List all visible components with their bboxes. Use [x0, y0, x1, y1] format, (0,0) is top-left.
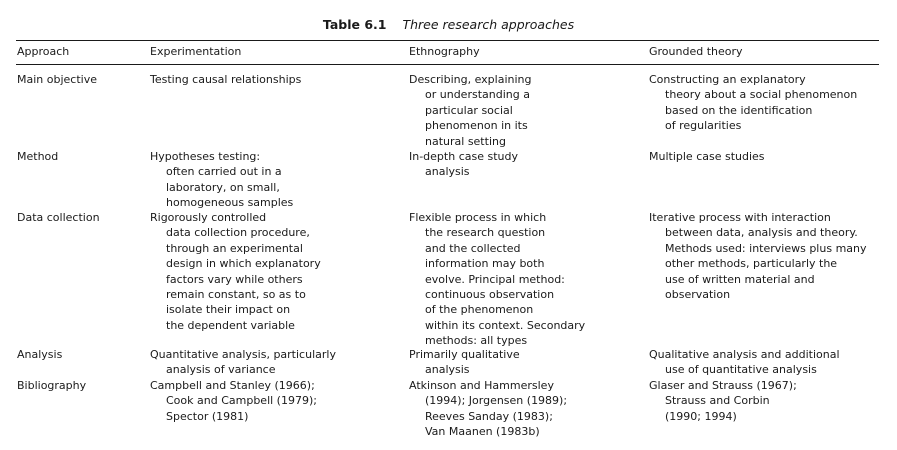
cell-line: Spector (1981): [166, 409, 249, 423]
cell-line: (1994); Jorgensen (1989);: [425, 394, 568, 408]
cell-line: analysis: [425, 165, 470, 179]
cell-line: observation: [665, 288, 731, 302]
cell-line: particular social: [425, 103, 513, 117]
cell-line: remain constant, so as to: [166, 288, 306, 302]
cell-line: often carried out in a: [166, 165, 282, 179]
cell-line: and the collected: [425, 241, 521, 255]
top-rule: [16, 40, 879, 41]
cell-line: analysis: [425, 363, 470, 377]
cell-ethnography: [409, 378, 567, 440]
cell-line: Reeves Sanday (1983);: [425, 409, 553, 423]
row-label: [17, 210, 100, 225]
header-experimentation: Experimentation: [150, 45, 242, 58]
cell-experimentation: [150, 378, 317, 424]
cell-line: Primarily qualitative: [409, 348, 520, 361]
cell-line: information may both: [425, 257, 545, 271]
cell-line: continuous observation: [425, 288, 555, 302]
cell-line: Testing causal relationships: [150, 73, 302, 86]
row-label-text: Analysis: [17, 348, 63, 361]
cell-line: methods: all types: [425, 334, 528, 348]
row-label: [17, 149, 58, 164]
cell-line: phenomenon in its: [425, 119, 528, 133]
cell-line: through an experimental: [166, 241, 303, 255]
cell-line: analysis of variance: [166, 363, 276, 377]
table-caption: [0, 17, 897, 32]
cell-line: Flexible process in which: [409, 211, 547, 224]
row-label: [17, 378, 86, 393]
row-label: [17, 347, 62, 362]
cell-grounded-theory: [649, 72, 857, 134]
table-title: Three research approaches: [402, 17, 575, 32]
cell-ethnography: [409, 72, 531, 149]
cell-line: Iterative process with interaction: [649, 211, 831, 224]
cell-grounded-theory: [649, 210, 867, 302]
cell-line: factors vary while others: [166, 272, 303, 286]
cell-line: design in which explanatory: [166, 257, 321, 271]
cell-line: data collection procedure,: [166, 226, 310, 240]
cell-line: laboratory, on small,: [166, 180, 280, 194]
cell-line: Qualitative analysis and additional: [649, 348, 840, 361]
header-grounded-theory: Grounded theory: [649, 45, 743, 58]
cell-ethnography: [409, 210, 585, 349]
cell-line: isolate their impact on: [166, 303, 291, 317]
cell-line: of regularities: [665, 119, 742, 133]
cell-grounded-theory: [649, 347, 840, 378]
cell-line: Atkinson and Hammersley: [409, 379, 554, 392]
cell-line: between data, analysis and theory.: [665, 226, 858, 240]
row-label-text: Data collection: [17, 211, 100, 224]
cell-line: evolve. Principal method:: [425, 272, 565, 286]
cell-line: Campbell and Stanley (1966);: [150, 379, 315, 392]
cell-experimentation: [150, 149, 293, 211]
row-label: [17, 72, 97, 87]
cell-experimentation: [150, 210, 321, 333]
cell-line: Quantitative analysis, particularly: [150, 348, 336, 361]
cell-line: use of written material and: [665, 272, 815, 286]
header-ethnography: Ethnography: [409, 45, 480, 58]
cell-line: Glaser and Strauss (1967);: [649, 379, 797, 392]
cell-line: use of quantitative analysis: [665, 363, 817, 377]
cell-line: other methods, particularly the: [665, 257, 838, 271]
cell-experimentation: [150, 72, 301, 87]
cell-line: Methods used: interviews plus many: [665, 241, 867, 255]
table-number: Table 6.1: [322, 17, 387, 32]
cell-ethnography: [409, 149, 518, 180]
cell-line: Cook and Campbell (1979);: [166, 394, 317, 408]
cell-ethnography: [409, 347, 520, 378]
cell-line: theory about a social phenomenon: [665, 88, 858, 102]
cell-line: Rigorously controlled: [150, 211, 267, 224]
cell-line: the dependent variable: [166, 318, 295, 332]
cell-line: within its context. Secondary: [425, 318, 586, 332]
cell-experimentation: [150, 347, 336, 378]
cell-line: natural setting: [425, 134, 506, 148]
row-label-text: Bibliography: [17, 379, 87, 392]
cell-line: the research question: [425, 226, 546, 240]
cell-line: Describing, explaining: [409, 73, 532, 86]
cell-line: Strauss and Corbin: [665, 394, 770, 408]
cell-line: of the phenomenon: [425, 303, 534, 317]
cell-line: homogeneous samples: [166, 196, 294, 210]
header-rule: [16, 64, 879, 65]
cell-grounded-theory: [649, 378, 797, 424]
cell-line: or understanding a: [425, 88, 530, 102]
cell-line: based on the identification: [665, 103, 813, 117]
cell-line: Multiple case studies: [649, 150, 765, 163]
cell-line: Hypotheses testing:: [150, 150, 261, 163]
row-label-text: Main objective: [17, 73, 97, 86]
cell-line: (1990; 1994): [665, 409, 737, 423]
cell-line: Constructing an explanatory: [649, 73, 806, 86]
row-label-text: Method: [17, 150, 59, 163]
header-approach: Approach: [17, 45, 70, 58]
cell-line: In-depth case study: [409, 150, 518, 163]
cell-grounded-theory: [649, 149, 765, 164]
cell-line: Van Maanen (1983b): [425, 425, 540, 439]
